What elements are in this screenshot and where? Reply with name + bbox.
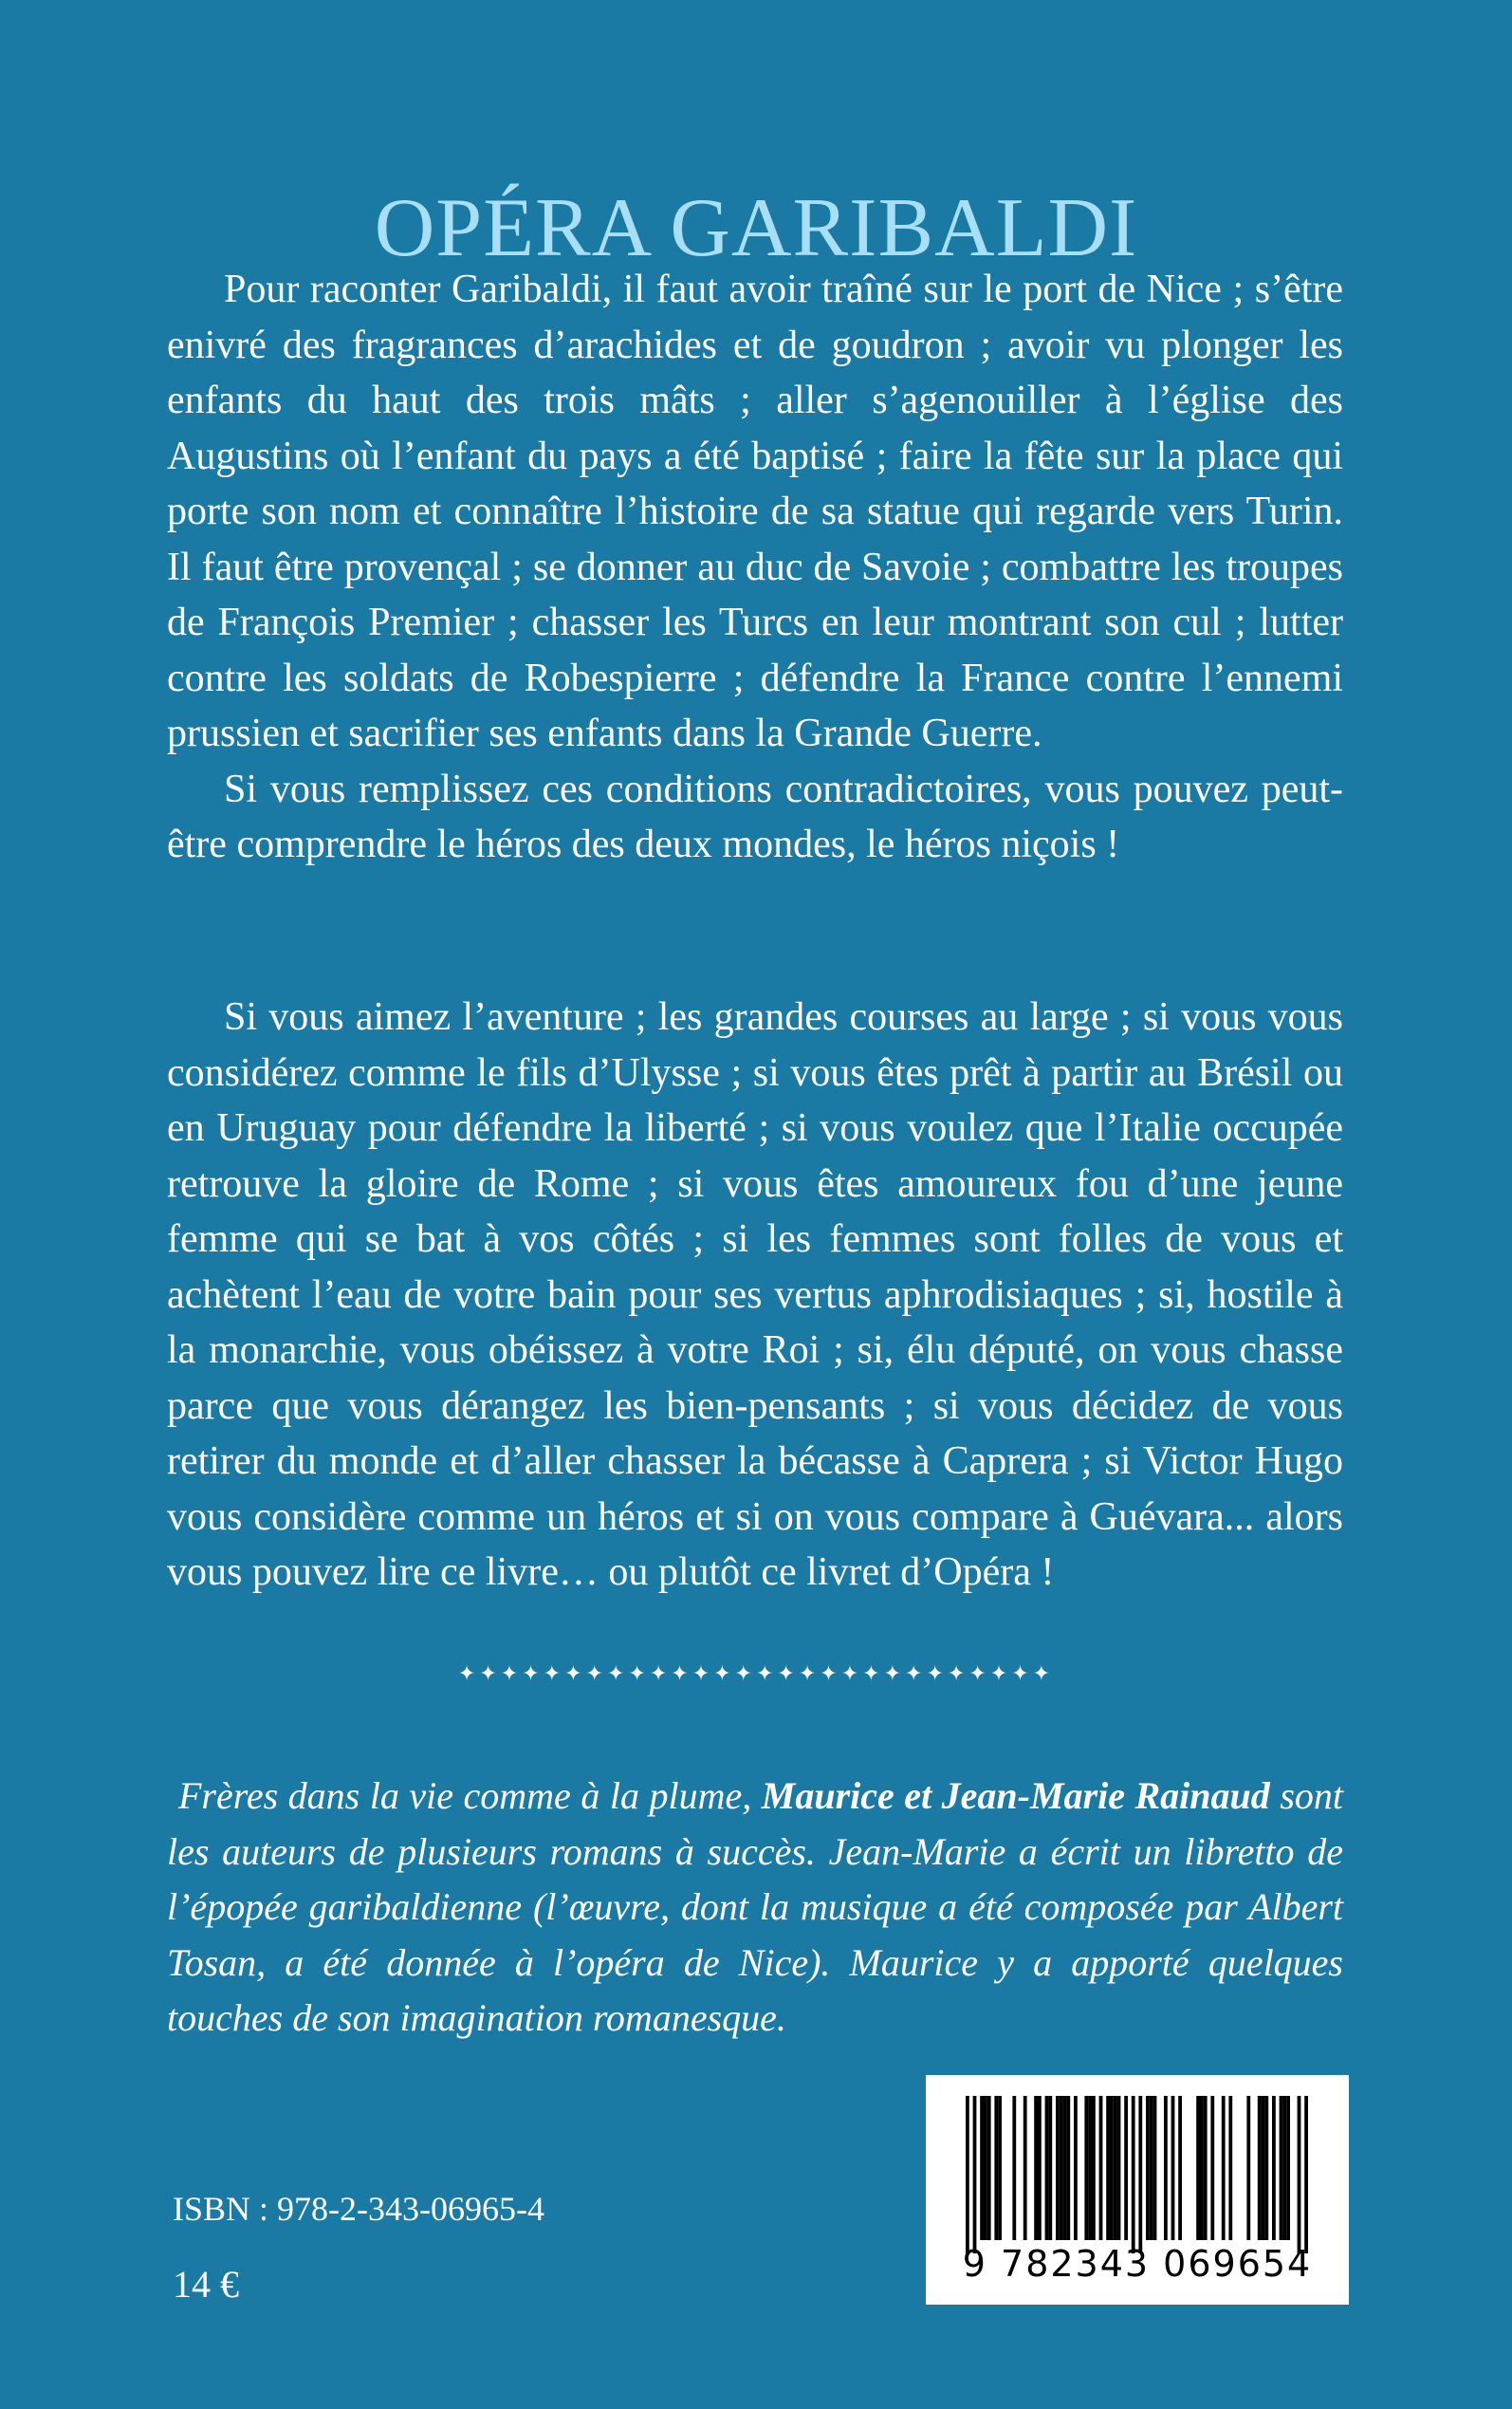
barcode-bar xyxy=(1304,2096,1308,2253)
barcode-bar xyxy=(1114,2096,1117,2240)
barcode-bar xyxy=(1171,2096,1175,2240)
barcode-bar xyxy=(1048,2096,1052,2240)
blurb-paragraph-2: Si vous remplissez ces conditions contradictoires, vous pouvez peut-être comprendre le héros des deux mondes, le héros niçois ! xyxy=(167,767,1343,866)
blurb-section-2 xyxy=(167,990,1343,1601)
barcode-bar xyxy=(1110,2096,1114,2240)
barcode-bar xyxy=(1200,2096,1204,2240)
barcode-bar xyxy=(1132,2096,1135,2253)
barcode-bar xyxy=(998,2096,1002,2240)
barcode-bar xyxy=(1153,2096,1157,2240)
barcode-bar xyxy=(1060,2096,1063,2240)
author-bio xyxy=(167,1769,1343,2047)
barcode-bar xyxy=(994,2096,998,2240)
barcode-bar xyxy=(1286,2096,1290,2240)
barcode-bar xyxy=(973,2096,977,2253)
barcode-bar xyxy=(1088,2096,1092,2240)
barcode-bar xyxy=(1222,2096,1226,2240)
barcode xyxy=(926,2075,1349,2305)
barcode-digits: 9 782343 069654 xyxy=(962,2243,1313,2285)
barcode-bar xyxy=(980,2096,984,2240)
barcode-bar xyxy=(984,2096,987,2240)
barcode-bar xyxy=(1178,2096,1182,2240)
barcode-bar xyxy=(1124,2096,1128,2240)
barcode-bar xyxy=(1074,2096,1078,2240)
barcode-bar xyxy=(1282,2096,1286,2240)
barcode-bar xyxy=(1012,2096,1016,2240)
bio-rest: sont les auteurs de plusieurs romans à succès. Jean-Marie a écrit un libretto de l’épopée garibaldienne (l’œuvre, dont la musique a été composée par Albert Tosan, a été donnée à l’opéra de Nice). Maurice y a apporté quelques touches de son imagination romanesque. xyxy=(167,1774,1343,2039)
barcode-bar xyxy=(1298,2096,1301,2253)
barcode-bar xyxy=(1023,2096,1027,2240)
barcode-bar xyxy=(1066,2096,1070,2240)
ornament-divider: ✦✦✦✦✦✦✦✦✦✦✦✦✦✦✦✦✦✦✦✦✦✦✦✦✦✦✦✦ xyxy=(457,1662,1055,1686)
barcode-bar xyxy=(1228,2096,1232,2240)
barcode-bar xyxy=(1063,2096,1067,2240)
barcode-bar xyxy=(1196,2096,1200,2240)
barcode-bar xyxy=(1280,2096,1283,2240)
barcode-bar xyxy=(1164,2096,1168,2240)
barcode-bar xyxy=(1099,2096,1103,2240)
barcode-bar xyxy=(1045,2096,1049,2240)
bio-intro: Frères dans la vie comme à la plume, xyxy=(178,1774,762,1817)
barcode-bar xyxy=(1262,2096,1265,2240)
blurb-section-1 xyxy=(167,262,1343,873)
isbn-label: ISBN : 978-2-343-06965-4 xyxy=(173,2190,544,2228)
bio-authors: Maurice et Jean-Marie Rainaud xyxy=(761,1774,1270,1817)
barcode-bar xyxy=(1150,2096,1153,2240)
barcode-bar xyxy=(1092,2096,1096,2240)
barcode-bar xyxy=(1138,2096,1142,2253)
barcode-bar xyxy=(1272,2096,1276,2240)
price-label: 14 € xyxy=(173,2263,239,2306)
barcode-bar xyxy=(1246,2096,1250,2240)
book-title: OPÉRA GARIBALDI xyxy=(374,181,1138,274)
barcode-bar xyxy=(966,2096,969,2253)
barcode-bar xyxy=(1258,2096,1262,2240)
barcode-bar xyxy=(1106,2096,1110,2240)
barcode-bar xyxy=(987,2096,991,2240)
blurb-paragraph-1: Pour raconter Garibaldi, il faut avoir traîné sur le port de Nice ; s’être enivré des fragrances d’arachides et de goudron ; avoir vu plonger les enfants du haut des trois mâts ; aller s’agenouiller à l’église des Augustins où l’enfant du pays a été baptisé ; faire la fête sur la place qui porte son nom et connaître l’histoire de sa statue qui regarde vers Turin. Il faut être provençal ; se donner au duc de Savoie ; combattre les troupes de François Premier ; chasser les Turcs en leur montrant son cul ; lutter contre les soldats de Robespierre ; défendre la France contre l’ennemi prussien et sacrifier ses enfants dans la Grande Guerre. xyxy=(167,268,1343,755)
barcode-bar xyxy=(1056,2096,1060,2240)
blurb-paragraph-3: Si vous aimez l’aventure ; les grandes courses au large ; si vous vous considérez comme le fils d’Ulysse ; si vous êtes prêt à partir au Brésil ou en Uruguay pour défendre la liberté ; si vous voulez que l’Italie occupée retrouve la gloire de Rome ; si vous êtes amoureux fou d’une jeune femme qui se bat à vos côtés ; si les femmes sont folles de vous et achètent l’eau de votre bain pour ses vertus aphrodisiaques ; si, hostile à la monarchie, vous obéissez à votre Roi ; si, élu député, on vous chasse parce que vous dérangez les bien-pensants ; si vous décidez de vous retirer du monde et d’aller chasser la bécasse à Caprera ; si Victor Hugo vous considère comme un héros et si on vous compare à Guévara... alors vous pouvez lire ce livre… ou plutôt ce livret d’Opéra ! xyxy=(167,995,1343,1594)
barcode-bar xyxy=(1146,2096,1150,2240)
barcode-bar xyxy=(1264,2096,1268,2240)
barcode-bar xyxy=(1084,2096,1088,2240)
barcode-bar xyxy=(1204,2096,1208,2240)
barcode-bar xyxy=(1034,2096,1038,2240)
barcode-bar xyxy=(1117,2096,1121,2240)
barcode-bar xyxy=(1210,2096,1214,2240)
barcode-bar xyxy=(1038,2096,1042,2240)
